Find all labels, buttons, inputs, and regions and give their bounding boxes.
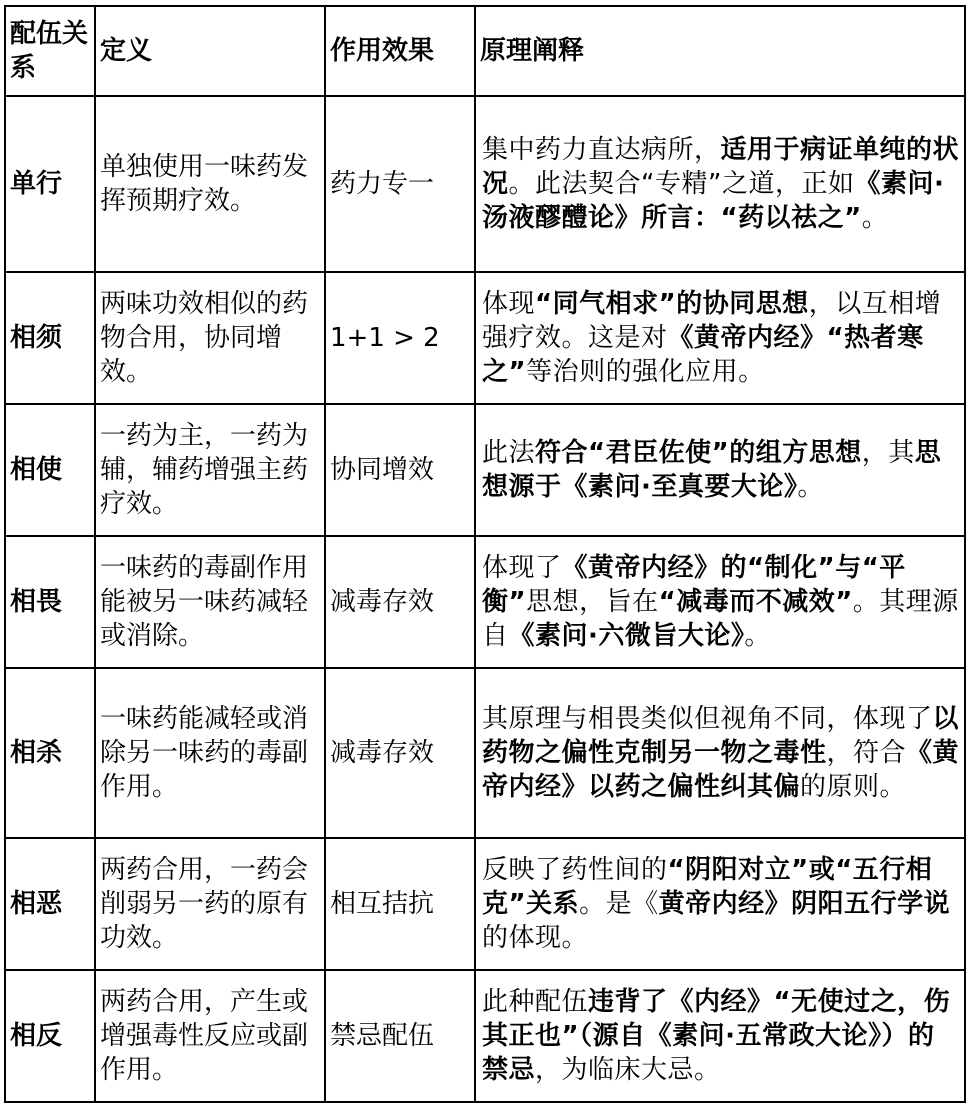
relation-definition: 一药为主，一药为辅，辅药增强主药疗效。: [95, 404, 325, 536]
relation-name: 相使: [5, 404, 95, 536]
principle-text: 。: [744, 621, 771, 651]
principle-text: 此种配伍: [482, 987, 589, 1017]
principle-text: 思想，旨在: [526, 587, 659, 617]
principle-text: 的体现。: [482, 923, 589, 953]
header-effect: 作用效果: [325, 6, 475, 96]
principle-emphasis: 《素问·六微旨大论》: [508, 621, 745, 651]
principle-text: 的原则。: [800, 772, 907, 802]
principle-text: 体现: [482, 289, 536, 319]
principle-text: ，其: [861, 438, 915, 468]
principle-text: 。此法契合“专精”之道，正如: [508, 169, 855, 199]
principle-text: ，为临床大忌。: [535, 1055, 721, 1085]
principle-text: 。: [797, 472, 824, 502]
principle-emphasis: 黄帝内经》阴阳五行学说: [658, 889, 951, 919]
principle-emphasis: “减毒而不减效”: [658, 587, 853, 617]
relation-principle: [475, 96, 965, 272]
relation-principle: [475, 838, 965, 970]
relation-definition: 两味功效相似的药物合用，协同增效。: [95, 272, 325, 404]
relation-name: 相恶: [5, 838, 95, 970]
table-row: [5, 970, 965, 1102]
principle-text: 其原理与相畏类似但视角不同，体现了: [482, 704, 933, 734]
principle-emphasis: 《素问·汤液醪醴论》所言：“药以祛之”: [482, 169, 945, 233]
relation-principle: [475, 404, 965, 536]
principle-text: 。: [861, 203, 889, 233]
principle-emphasis: 以药物之偏性克制另一物之毒性: [482, 704, 960, 768]
header-relation: 配伍关系: [5, 6, 95, 96]
header-principle: 原理阐释: [475, 6, 965, 96]
header-row: [5, 6, 965, 96]
table-row: [5, 404, 965, 536]
relation-effect: 协同增效: [325, 404, 475, 536]
relation-name: 相反: [5, 970, 95, 1102]
principle-text: 。其理源自: [482, 587, 959, 651]
table-row: [5, 668, 965, 838]
relation-definition: 一味药的毒副作用能被另一味药减轻或消除。: [95, 536, 325, 668]
principle-text: 。是《: [579, 889, 659, 919]
relation-effect: 禁忌配伍: [325, 970, 475, 1102]
relation-effect: 药力专一: [325, 96, 475, 272]
relation-definition: 两药合用，产生或增强毒性反应或副作用。: [95, 970, 325, 1102]
compatibility-table: [4, 5, 966, 1103]
relation-name: 相须: [5, 272, 95, 404]
relation-effect: 减毒存效: [325, 668, 475, 838]
principle-text: 体现了: [482, 553, 562, 583]
principle-emphasis: “同气相求”的协同思想: [535, 289, 809, 319]
principle-text: 此法: [482, 438, 536, 468]
relation-principle: [475, 272, 965, 404]
table-row: [5, 272, 965, 404]
relation-definition: 单独使用一味药发挥预期疗效。: [95, 96, 325, 272]
principle-emphasis: “阴阳对立”或“五行相克”关系: [482, 855, 933, 919]
principle-text: 集中药力直达病所，: [482, 135, 721, 165]
principle-emphasis: 《黄帝内经》的“制化”与“平衡”: [482, 553, 906, 617]
principle-emphasis: 思想源于《素问·至真要大论》: [482, 438, 942, 502]
relation-effect: 减毒存效: [325, 536, 475, 668]
header-definition: 定义: [95, 6, 325, 96]
table-row: [5, 96, 965, 272]
relation-definition: 两药合用，一药会削弱另一药的原有功效。: [95, 838, 325, 970]
table-row: [5, 536, 965, 668]
principle-emphasis: 《黄帝内经》以药之偏性纠其偏: [482, 738, 960, 802]
principle-emphasis: 《黄帝内经》“热者寒之”: [482, 323, 924, 387]
principle-emphasis: 适用于病证单纯的状况: [482, 135, 960, 199]
relation-effect: 相互拮抗: [325, 838, 475, 970]
table-row: [5, 838, 965, 970]
relation-effect: 1+1 > 2: [325, 272, 475, 404]
relation-name: 相杀: [5, 668, 95, 838]
relation-principle: [475, 970, 965, 1102]
relation-name: 相畏: [5, 536, 95, 668]
relation-principle: [475, 536, 965, 668]
principle-text: ，以互相增强疗效。这是对: [482, 289, 942, 353]
relation-name: 单行: [5, 96, 95, 272]
principle-text: 反映了药性间的: [482, 855, 668, 885]
principle-emphasis: 违背了《内经》“无使过之，伤其正也”（源自《素问·五常政大论》）的禁忌: [482, 987, 951, 1085]
principle-text: ，符合: [826, 738, 907, 768]
relation-principle: [475, 668, 965, 838]
relation-definition: 一味药能减轻或消除另一味药的毒副作用。: [95, 668, 325, 838]
principle-text: 等治则的强化应用。: [526, 357, 765, 387]
principle-emphasis: 符合“君臣佐使”的组方思想: [535, 438, 862, 468]
